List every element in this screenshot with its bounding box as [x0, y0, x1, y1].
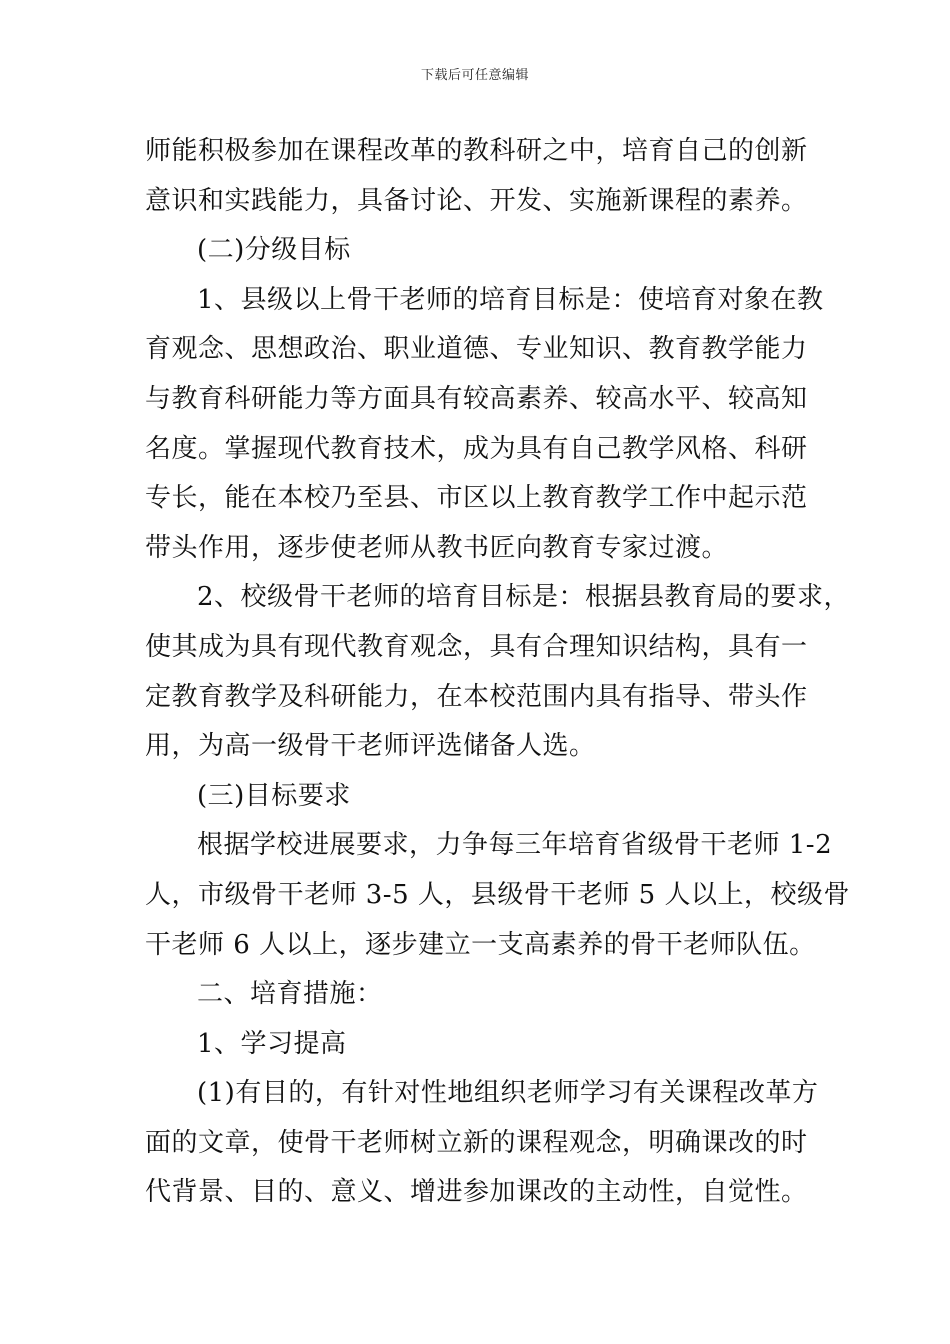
- paragraph-start-line: 1、县级以上骨干老师的培育目标是：使培育对象在教: [197, 284, 824, 315]
- body-line: 定教育教学及科研能力，在本校范围内具有指导、带头作: [145, 681, 808, 712]
- body-line: 面的文章，使骨干老师树立新的课程观念，明确课改的时: [145, 1127, 808, 1158]
- page-header-note: 下载后可任意编辑: [420, 68, 529, 83]
- section-heading: 二、培育措施：: [197, 979, 383, 1010]
- body-line: 育观念、思想政治、职业道德、专业知识、教育教学能力: [145, 334, 808, 365]
- body-line: 人，市级骨干老师 3-5 人，县级骨干老师 5 人以上，校级骨: [145, 879, 850, 910]
- body-line: 带头作用，逐步使老师从教书匠向教育专家过渡。: [145, 532, 729, 563]
- section-heading: (二)分级目标: [197, 235, 351, 266]
- paragraph-start-line: 2、校级骨干老师的培育目标是：根据县教育局的要求，: [197, 582, 851, 613]
- document-body: [145, 127, 851, 1218]
- body-line: 代背景、目的、意义、增进参加课改的主动性，自觉性。: [145, 1177, 808, 1208]
- body-line: 与教育科研能力等方面具有较高素养、较高水平、较高知: [145, 383, 808, 414]
- body-line: 专长，能在本校乃至县、市区以上教育教学工作中起示范: [145, 483, 808, 514]
- body-line: 干老师 6 人以上，逐步建立一支高素养的骨干老师队伍。: [145, 929, 816, 960]
- body-line: 用，为高一级骨干老师评选储备人选。: [145, 731, 596, 762]
- body-line: 师能积极参加在课程改革的教科研之中，培育自己的创新: [145, 136, 808, 166]
- paragraph-start-line: 根据学校进展要求，力争每三年培育省级骨干老师 1-2: [197, 830, 833, 861]
- body-line: 使其成为具有现代教育观念，具有合理知识结构，具有一: [145, 631, 808, 662]
- body-line: 名度。掌握现代教育技术，成为具有自己教学风格、科研: [145, 433, 808, 464]
- paragraph-start-line: (1)有目的，有针对性地组织老师学习有关课程改革方: [197, 1078, 819, 1109]
- subsection-heading: 1、学习提高: [197, 1028, 347, 1059]
- body-line: 意识和实践能力，具备讨论、开发、实施新课程的素养。: [145, 185, 808, 216]
- section-heading: (三)目标要求: [197, 780, 351, 811]
